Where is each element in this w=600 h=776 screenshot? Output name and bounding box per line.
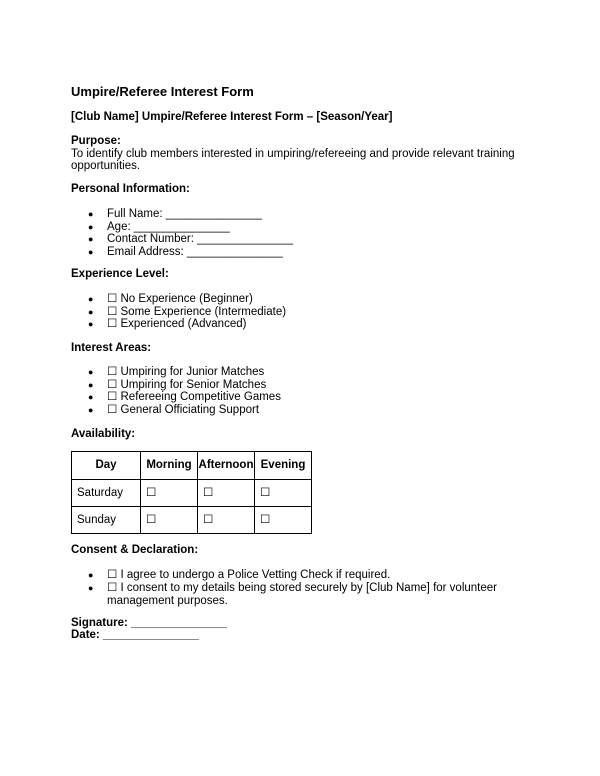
table-row: [72, 480, 312, 507]
list-item: ● Email Address: _______________: [0, 246, 293, 259]
form-subtitle: [Club Name] Umpire/Referee Interest Form – [Season/Year]: [71, 111, 393, 123]
column-header: Day: [72, 452, 141, 480]
experience-heading: Experience Level:: [71, 268, 169, 280]
checkbox-cell[interactable]: ☐: [141, 507, 198, 534]
list-item: ● ☐ I consent to my details being stored securely by [Club Name] for volunteer management purposes.: [0, 582, 527, 608]
purpose-text-line-1: To identify club members interested in umpiring/refereeing and provide relevant training: [71, 148, 515, 160]
checkbox-cell[interactable]: ☐: [141, 480, 198, 507]
checkbox-cell[interactable]: ☐: [198, 507, 255, 534]
checkbox-cell[interactable]: ☐: [255, 507, 312, 534]
column-header: Morning: [141, 452, 198, 480]
checkbox-cell[interactable]: ☐: [255, 480, 312, 507]
list-item: ● ☐ Some Experience (Intermediate): [0, 306, 286, 319]
list-item: ● Contact Number: _______________: [0, 233, 293, 246]
consent-heading: Consent & Declaration:: [71, 544, 199, 556]
column-header: Afternoon: [198, 452, 255, 480]
table-header-row: [72, 452, 312, 480]
page-title: Umpire/Referee Interest Form: [71, 84, 254, 99]
list-item: ● ☐ General Officiating Support: [0, 404, 281, 417]
signature-line: Signature: _______________: [71, 617, 227, 629]
day-cell: Sunday: [72, 507, 141, 534]
list-item: ● Age: _______________: [0, 221, 293, 234]
consent-list: [0, 569, 527, 608]
experience-list: [0, 293, 286, 331]
date-line: Date: _______________: [71, 629, 199, 641]
personal-info-heading: Personal Information:: [71, 183, 190, 195]
interest-heading: Interest Areas:: [71, 342, 152, 354]
table-row: [72, 507, 312, 534]
list-item: ● ☐ Umpiring for Junior Matches: [0, 366, 281, 379]
column-header: Evening: [255, 452, 312, 480]
list-item: ● Full Name: _______________: [0, 208, 293, 221]
list-item: ● ☐ No Experience (Beginner): [0, 293, 286, 306]
list-item: ● ☐ Umpiring for Senior Matches: [0, 379, 281, 392]
availability-heading: Availability:: [71, 428, 136, 440]
purpose-text-line-2: opportunities.: [71, 160, 141, 172]
list-item: ● ☐ Experienced (Advanced): [0, 318, 286, 331]
personal-info-list: [0, 208, 293, 258]
interest-list: [0, 366, 281, 416]
list-item: ● ☐ I agree to undergo a Police Vetting Check if required.: [0, 569, 527, 582]
checkbox-cell[interactable]: ☐: [198, 480, 255, 507]
list-item: ● ☐ Refereeing Competitive Games: [0, 391, 281, 404]
availability-table: [71, 451, 312, 534]
day-cell: Saturday: [72, 480, 141, 507]
purpose-heading: Purpose:: [71, 135, 121, 147]
